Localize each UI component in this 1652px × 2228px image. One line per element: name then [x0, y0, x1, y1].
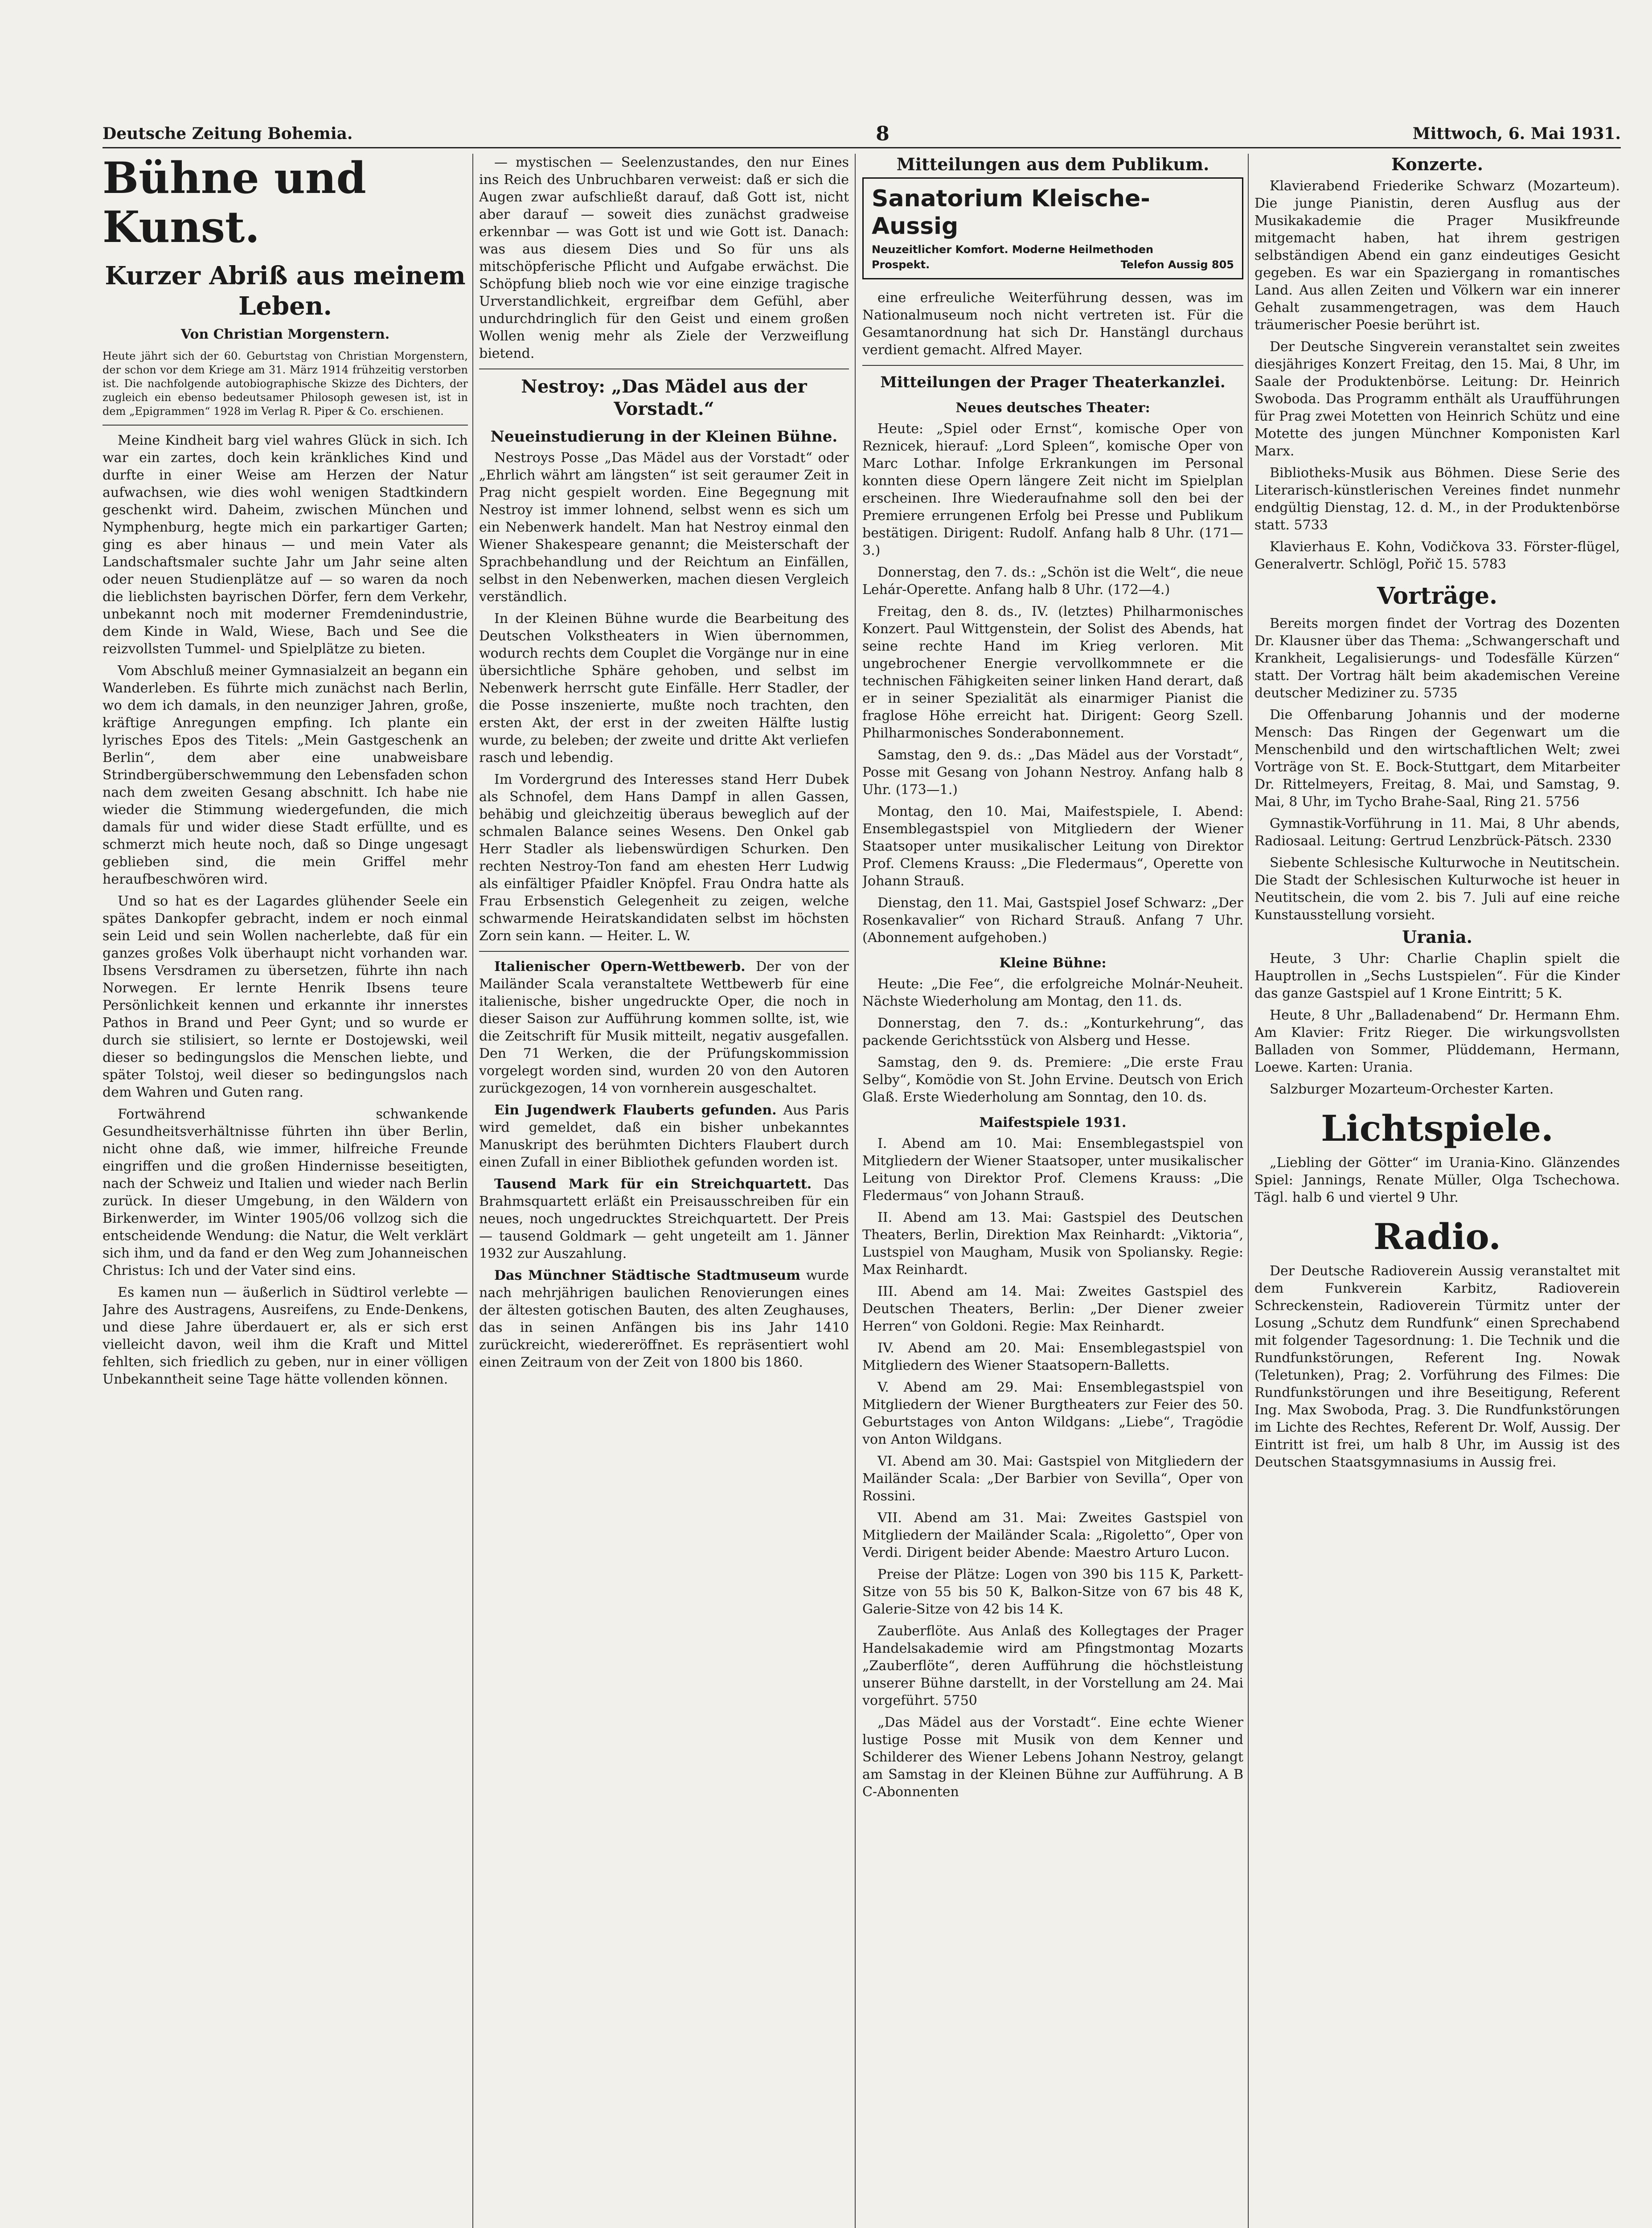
paragraph: VI. Abend am 30. Mai: Gastspiel von Mitgliedern der Mailänder Scala: „Der Barbier von Sevilla“, Oper von Rossini. — [862, 1454, 1243, 1504]
paragraph: In der Kleinen Bühne wurde die Bearbeitung des Deutschen Volkstheaters in Wien übernommen, wodurch rechts dem Couplet die Vorgänge nur in eine übersichtliche Sphäre gehoben, und selbst im Nebenwerk herrscht gute Einfälle. Herr Stadler, der die Posse inszenierte, mußte noch trachten, den ersten Akt, der erst in der zweiten Hälfte lustig wurde, zu beleben; der zweite und dritte Akt verliefen rasch und lebendig. — [479, 611, 849, 766]
paragraph: Klavierabend Friederike Schwarz (Mozarteum). Die junge Pianistin, deren Ausflug aus der Musikakademie die Prager Musikfreunde mitgemacht haben, hat ihrem gestrigen selbständigen Abend ein ganz eindeutiges Gesicht gegeben. Es war ein Spaziergang in romantisches Land. Aus allen Zeiten und Völkern war ein innerer Gehalt zusammengetragen, was dem Hauch träumerischer Poesie berührt ist. — [1254, 178, 1620, 333]
page-number: 8 — [876, 122, 890, 145]
paragraph: Im Vordergrund des Interesses stand Herr Dubek als Schnofel, dem Hans Dampf in allen Gassen, behäbig und gleichzeitig überaus beweglich auf der schmalen Balance seines Wesens. Den Onkel gab Herr Stadler als liebenswürdigen Schurken. Den rechten Nestroy-Ton fand am ehesten Herr Ludwig als einfältiger Pfaidler Knöpfel. Frau Ondra hatte als Frau Erbsenstich Gelegenheit zu zeigen, welche schwarmende Heiratskandidaten selbst im höchsten Zorn sein kann. — Heiter. L. W. — [479, 772, 849, 944]
paragraph: IV. Abend am 20. Mai: Ensemblegastspiel von Mitgliedern des Wiener Staatsopern-Balletts. — [862, 1340, 1243, 1373]
column-1 — [102, 154, 468, 2228]
column-2 — [479, 154, 849, 2228]
paragraph: „Liebling der Götter“ im Urania-Kino. Glänzendes Spiel: Jannings, Renate Müller, Olga Tschechowa. Tägl. halb 6 und viertel 9 Uhr. — [1254, 1155, 1620, 1205]
divider — [102, 425, 468, 426]
ad-prospect: Prospekt. — [872, 258, 930, 271]
paragraph: Siebente Schlesische Kulturwoche in Neutitschein. Die Stadt der Schlesischen Kulturwoche ist heuer in Neutitschein, die vom 2. bis 7. Juli auf eine reiche Kunstausstellung vorsieht. — [1254, 855, 1620, 923]
ad-phone: Telefon Aussig 805 — [1120, 258, 1234, 271]
paragraph: Meine Kindheit barg viel wahres Glück in sich. Ich war ein zartes, doch kein kränkliches Kind und durfte in einer Weise am Herzen der Natur aufwachsen, wie dies wohl wenigen Stadtkindern geschenkt wird. Daheim, zwischen München und Nymphenburg, hegte mich ein parkartiger Garten; ging es aber hinaus — und mein Vater als Landschaftsmaler suchte Jahr um Jahr seine alten oder neuen Studienplätze auf — so waren da noch die lieblichsten bayrischen Dörfer, fern dem Verkehr, unbekannt noch mit moderner Fremdenindustrie, dem Kinde in Wald, Wiese, Bach und See die reizvollsten Tummel- und Spielplätze zu bieten. — [102, 433, 468, 657]
item-text: wurde nach mehrjährigen baulichen Renovierungen eines der ältesten gotischen Bauten, des alten Zeughauses, das in seinen Anfängen bis ins Jahr 1410 zurückreicht, wiedereröffnet. Es repräsentiert wohl einen Zeitraum von der Zeit von 1800 bis 1860. — [479, 1268, 849, 1370]
issue-date: Mittwoch, 6. Mai 1931. — [1412, 124, 1621, 143]
paragraph: Fortwährend schwankende Gesundheitsverhältnisse führten ihn über Berlin, nicht ohne daß, wie immer, hilfreiche Freunde eingriffen und die großen Hindernisse beseitigten, nach der Schweiz und Italien und wieder nach Berlin zurück. In dieser Umgebung, in den Wäldern von Birkenwerder, im Winter 1905/06 vollzog sich die entscheidende Wendung: die Natur, die Welt verklärt sich ihm, und da fand er den Weg zum Johanneischen Christus: Ich und der Vater sind eins. — [102, 1106, 468, 1278]
paragraph: Nestroys Posse „Das Mädel aus der Vorstadt“ oder „Ehrlich währt am längsten“ ist seit geraumer Zeit in Prag nicht gespielt worden. Eine Begegnung mit Nestroy ist immer lohnend, selbst wenn es sich um ein Nebenwerk handelt. Man hat Nestroy einmal den Wiener Shakespeare genannt; die Meisterschaft der Sprachbehandlung und der Reichtum an Einfällen, selbst in den Nebenwerken, machen diesen Vergleich verständlich. — [479, 450, 849, 605]
item-heading: Italienischer Opern-Wettbewerb. — [494, 959, 746, 975]
paragraph: Der Deutsche Radioverein Aussig veranstaltet mit dem Funkverein Karbitz, Radioverein Schreckenstein, Radioverein Türmitz unter der Losung „Schutz dem Rundfunk“ einen Sprechabend mit folgender Tagesordnung: 1. Die Technik und die Rundfunkstörungen, Referent Ing. Nowak (Teletunken), Prag; 2. Vorführung des Filmes: Die Rundfunkstörungen und ihre Beseitigung, Referent Ing. Max Swoboda, Prag. 3. Die Rundfunkstörungen im Lichte des Rechtes, Referent Dr. Wolf, Aussig. Der Eintritt ist frei, um halb 8 Uhr, im Aussig ist des Deutschen Staatsgymnasiums in Aussig frei. — [1254, 1263, 1620, 1470]
paragraph: Heute, 3 Uhr: Charlie Chaplin spielt die Hauptrollen in „Sechs Lustspielen“. Für die Kinder das ganze Gastspiel auf 1 Krone Eintritt; 5 K. — [1254, 951, 1620, 1001]
paragraph: Samstag, den 9. ds. Premiere: „Die erste Frau Selby“, Komödie von St. John Ervine. Deutsch von Erich Glaß. Erste Wiederholung am Sonntag, den 10. ds. — [862, 1055, 1243, 1105]
section-title: Konzerte. — [1391, 154, 1483, 174]
ad-line: Neuzeitlicher Komfort. Moderne Heilmethoden — [872, 243, 1154, 256]
column-3 — [862, 154, 1243, 2228]
paragraph: Heute, 8 Uhr „Balladenabend“ Dr. Hermann Ehm. Am Klavier: Fritz Rieger. Die wirkungsvollsten Balladen von Sommer, Plüddemann, Hermann, Loewe. Karten: Urania. — [1254, 1008, 1620, 1075]
paragraph: V. Abend am 29. Mai: Ensemblegastspiel von Mitgliedern der Wiener Burgtheaters zur Feier des 50. Geburtstages von Anton Wildgans: „Liebe“, Tragödie von Anton Wildgans. — [862, 1380, 1243, 1447]
item-heading: Ein Jugendwerk Flauberts gefunden. — [494, 1102, 777, 1118]
item-text: Aus Paris wird gemeldet, daß ein bisher unbekanntes Manuskript des berühmten Dichters Flaubert durch einen Zufall in einer Bibliothek gefunden worden ist. — [479, 1102, 849, 1170]
paragraph: Klavierhaus E. Kohn, Vodičkova 33. Förster-flügel, Generalvertr. Schlögl, Pořič 15. 5783 — [1254, 539, 1620, 572]
byline: Von Christian Morgenstern. — [180, 327, 390, 342]
paragraph: I. Abend am 10. Mai: Ensemblegastspiel von Mitgliedern der Wiener Staatsoper, unter musikalischer Leitung von Direktor Prof. Clemens Krauss: „Die Fledermaus“ von Johann Strauß. — [862, 1136, 1243, 1204]
paragraph: Dienstag, den 11. Mai, Gastspiel Josef Schwarz: „Der Rosenkavalier“ von Richard Strauß. Anfang 7 Uhr. (Abonnement aufgehoben.) — [862, 895, 1243, 946]
section-title: Bühne und Kunst. — [102, 154, 366, 252]
paragraph: Vom Abschluß meiner Gymnasialzeit an begann ein Wanderleben. Es führte mich zunächst nach Berlin, wo dem ich damals, in den neunziger Jahren, große, kräftige Anregungen empfing. Ich plante ein lyrisches Epos des Titels: „Mein Gastgeschenk an Berlin“, dem aber eine unabweisbare Strindbergüberschwemmung den Lebensfaden schon nach dem zweiten Gesang abschnitt. Ich habe nie wieder die Stimmung wiedergefunden, die mich damals für und wider diese Stadt erfüllte, und es schmerzt mich heute noch, daß so Dinge ungesagt geblieben sind, die mein Griffel mehr heraufbeschwören wird. — [102, 663, 468, 887]
paragraph: Heute: „Spiel oder Ernst“, komische Oper von Reznicek, hierauf: „Lord Spleen“, komische Oper von Marc Lothar. Infolge Erkrankungen im Personal konnten diese Opern längere Zeit nicht im Spielplan erscheinen. Ihre Wiederaufnahme soll den bei der Premiere errungenen Erfolg bei Presse und Publikum bestätigen. Dirigent: Rudolf. Anfang halb 8 Uhr. (171—3.) — [862, 421, 1243, 558]
section-title: Lichtspiele. — [1321, 1107, 1554, 1149]
column-4 — [1254, 154, 1620, 2228]
paragraph: Heute: „Die Fee“, die erfolgreiche Molnár-Neuheit. Nächste Wiederholung am Montag, den 11. ds. — [862, 976, 1243, 1009]
paragraph: Zauberflöte. Aus Anlaß des Kollegtages der Prager Handelsakademie wird am Pfingstmontag Mozarts „Zauberflöte“, deren Aufführung die höchstleistung unserer Bühne darstellt, in der Vorstellung am 24. Mai vorgeführt. 5750 — [862, 1623, 1243, 1708]
section-title: Urania. — [1402, 927, 1472, 947]
paragraph: VII. Abend am 31. Mai: Zweites Gastspiel von Mitgliedern der Mailänder Scala: „Rigoletto“, Oper von Verdi. Dirigent beider Abende: Maestro Arturo Lucon. — [862, 1510, 1243, 1560]
subsection-heading: Maifestspiele 1931. — [979, 1115, 1127, 1130]
paragraph: Salzburger Mozarteum-Orchester Karten. — [1270, 1081, 1554, 1097]
paragraph: Der Deutsche Singverein veranstaltet sein zweites diesjähriges Konzert Freitag, den 15. Mai, 8 Uhr, im Saale der Produktenbörse. Leitung: Dr. Heinrich Swoboda. Das Programm enthält als Uraufführungen für Prag zwei Motetten von Heinrich Schütz und eine Motette des jungen Münchner Komponisten Karl Marx. — [1254, 339, 1620, 459]
running-header — [102, 120, 1621, 148]
divider — [862, 365, 1243, 366]
paragraph: Donnerstag, den 7. ds.: „Konturkehrung“, das packende Gerichtsstück von Alsberg und Hesse. — [862, 1016, 1243, 1048]
item-heading: Tausend Mark für ein Streichquartett. — [494, 1176, 812, 1192]
column-rule — [855, 154, 856, 2228]
paragraph: Bibliotheks-Musik aus Böhmen. Diese Serie des Literarisch-künstlerischen Vereines findet nunmehr endgültig Dienstag, 12. d. M., in der Produktenbörse statt. 5733 — [1254, 465, 1620, 533]
paragraph: Gymnastik-Vorführung in 11. Mai, 8 Uhr abends, Radiosaal. Leitung: Gertrud Lenzbrück-Pätsch. 2330 — [1254, 816, 1620, 849]
section-title: Mitteilungen aus dem Publikum. — [896, 154, 1209, 174]
item-text: Das Brahmsquartett erläßt ein Preisausschreiben für ein neues, noch ungedrucktes Streichquartett. Der Preis — tausend Goldmark — geht ungeteilt am 1. Jänner 1932 zur Auszahlung. — [479, 1176, 849, 1261]
paragraph: Samstag, den 9. ds.: „Das Mädel aus der Vorstadt“, Posse mit Gesang von Johann Nestroy. Anfang halb 8 Uhr. (173—1.) — [862, 747, 1243, 798]
subsection-heading: Neues deutsches Theater: — [955, 400, 1150, 416]
paper-name: Deutsche Zeitung Bohemia. — [102, 124, 353, 143]
paragraph: Und so hat es der Lagardes glühender Seele ein spätes Dankopfer gebracht, indem er noch einmal sein Leid und sein Wollen nacherlebte, daß für ein ganzes großes Volk überhaupt nicht vorhanden war. Ibsens Versdramen zu übersetzen, führte ihn nach Norwegen. Er lernte Henrik Ibsens teure Persönlichkeit kennen und erkannte ihr innerstes Pathos in Brand und Peer Gynt; und so wurde er durch sie stilisiert, so lernte er Dostojewski, weil dieser so bedingungslos die Menschen liebte, und später Tolstoj, weil dieser so bedingungslos nach dem Wahren und Guten rang. — [102, 893, 468, 1100]
divider — [479, 951, 849, 952]
article-title: Nestroy: „Das Mädel aus der Vorstadt.“ — [521, 376, 807, 419]
paragraph: Bereits morgen findet der Vortrag des Dozenten Dr. Klausner über das Thema: „Schwangerschaft und Krankheit, Legalisierungs- und Todesfälle Kürzen“ statt. Der Vortrag hält beim akademischen Vereine deutscher Mediziner zu. 5735 — [1254, 616, 1620, 701]
paragraph: Preise der Plätze: Logen von 390 bis 115 K, Parkett-Sitze von 55 bis 50 K, Balkon-Sitze von 67 bis 48 K, Galerie-Sitze von 42 bis 14 K. — [862, 1567, 1243, 1617]
column-rule — [1248, 154, 1249, 2228]
item-heading: Das Münchner Städtische Stadtmuseum — [494, 1268, 800, 1283]
ad-title: Sanatorium Kleische-Aussig — [872, 185, 1150, 240]
item-text: Der von der Mailänder Scala veranstaltete Wettbewerb für eine italienische, bisher ungedruckte Oper, die noch in dieser Saison zur Aufführung kommen sollte, ist, wie die Zeitschrift für Musik mitteilt, negativ ausgefallen. Den 71 Werken, die der Prüfungskommission vorgelegt worden sind, wurden 20 von den Autoren zurückgezogen, 14 von vornherein ausgeschaltet. — [479, 959, 849, 1096]
paragraph: — mystischen — Seelenzustandes, den nur Eines ins Reich des Unbruchbaren verweist: daß er sich die Augen zwar aufschließt darauf, daß Gott ist, nicht aber darauf — soweit dies zunächst gradweise erkennbar — was Gott ist und wie Gott ist. Danach: was aus diesem Dies und So für uns als mitschöpferische Pflicht und Aufgabe erwächst. Die Schöpfung blieb noch wie vor eine einzige tragische Urverstandlichkeit, ergreifbar dem Gefühl, aber undurchdringlich für den Geist und einem großen Wollen wenig mehr als Ziele der Verzweiflung bietend. — [479, 155, 849, 361]
paragraph: Es kamen nun — äußerlich in Südtirol verlebte — Jahre des Austragens, Ausreifens, zu Ende-Denkens, und diese Jahre überdauert er, als er sich erst vielleicht davon, weil ihm die Kraft und Mittel fehlten, sich friedlich zu geben, nur in einer völligen Unbekanntheit seine Tage hätte vollenden können. — [102, 1285, 468, 1387]
paragraph: Donnerstag, den 7. ds.: „Schön ist die Welt“, die neue Lehár-Operette. Anfang halb 8 Uhr. (172—4.) — [862, 565, 1243, 598]
paragraph: eine erfreuliche Weiterführung dessen, was im Nationalmuseum noch nicht vertreten ist. Für die Gesamtanordnung hat sich Dr. Hanstängl durchaus verdient gemacht. Alfred Mayer. — [862, 290, 1243, 358]
article-intro: Heute jährt sich der 60. Geburtstag von Christian Morgenstern, der schon vor dem Kriege am 31. März 1914 frühzeitig verstorben ist. Die nachfolgende autobiographische Skizze des Dichters, der zugleich ein ebenso bedeutsamer Philosoph gewesen ist, ist in dem „Epigrammen“ 1928 im Verlag R. Piper & Co. erschienen. — [102, 350, 468, 418]
article-subtitle: Neueinstudierung in der Kleinen Bühne. — [490, 428, 838, 446]
paragraph: Freitag, den 8. ds., IV. (letztes) Philharmonisches Konzert. Paul Wittgenstein, der Solist des Abends, hat seine rechte Hand im Krieg verloren. Mit ungebrochener Energie vervollkommnete er die technischen Fähigkeiten seiner linken Hand derart, daß er in seiner Spezialität als einarmiger Pianist die fraglose Höhe erreicht hat. Dirigent: Georg Szell. Philharmonisches Sonderabonnement. — [862, 604, 1243, 741]
paragraph: „Das Mädel aus der Vorstadt“. Eine echte Wiener lustige Posse mit Musik von dem Kenner und Schilderer des Wiener Lebens Johann Nestroy, gelangt am Samstag in der Kleinen Bühne zur Aufführung. A B C-Abonnenten — [862, 1715, 1243, 1800]
paragraph: II. Abend am 13. Mai: Gastspiel des Deutschen Theaters, Berlin, Direktion Max Reinhardt: „Viktoria“, Lustspiel von Maugham, Musik von Spoliansky. Regie: Max Reinhardt. — [862, 1210, 1243, 1278]
paragraph: Montag, den 10. Mai, Maifestspiele, I. Abend: Ensemblegastspiel von Mitgliedern der Wiener Staatsoper unter musikalischer Leitung von Direktor Prof. Clemens Krauss: „Die Fledermaus“, Operette von Johann Strauß. — [862, 804, 1243, 889]
paragraph: III. Abend am 14. Mai: Zweites Gastspiel des Deutschen Theaters, Berlin: „Der Diener zweier Herren“ von Goldoni. Regie: Max Reinhardt. — [862, 1284, 1243, 1334]
subsection-heading: Kleine Bühne: — [999, 955, 1107, 971]
article-title: Kurzer Abriß aus meinem Leben. — [105, 261, 466, 321]
column-rule — [472, 154, 473, 2228]
paragraph: Die Offenbarung Johannis und der moderne Mensch: Das Ringen der Gegenwart um die Menschenbild und den wirtschaftlichen Welt; zwei Vorträge von St. E. Bock-Stuttgart, dem Mitarbeiter Dr. Rittelmeyers, Freitag, 8. Mai, und Samstag, 9. Mai, 8 Uhr, im Tycho Brahe-Saal, Ring 21. 5756 — [1254, 707, 1620, 810]
section-heading: Mitteilungen der Prager Theaterkanzlei. — [880, 373, 1226, 391]
advertisement-box — [862, 177, 1243, 279]
section-title: Radio. — [1373, 1216, 1501, 1257]
section-title: Vorträge. — [1377, 582, 1498, 610]
